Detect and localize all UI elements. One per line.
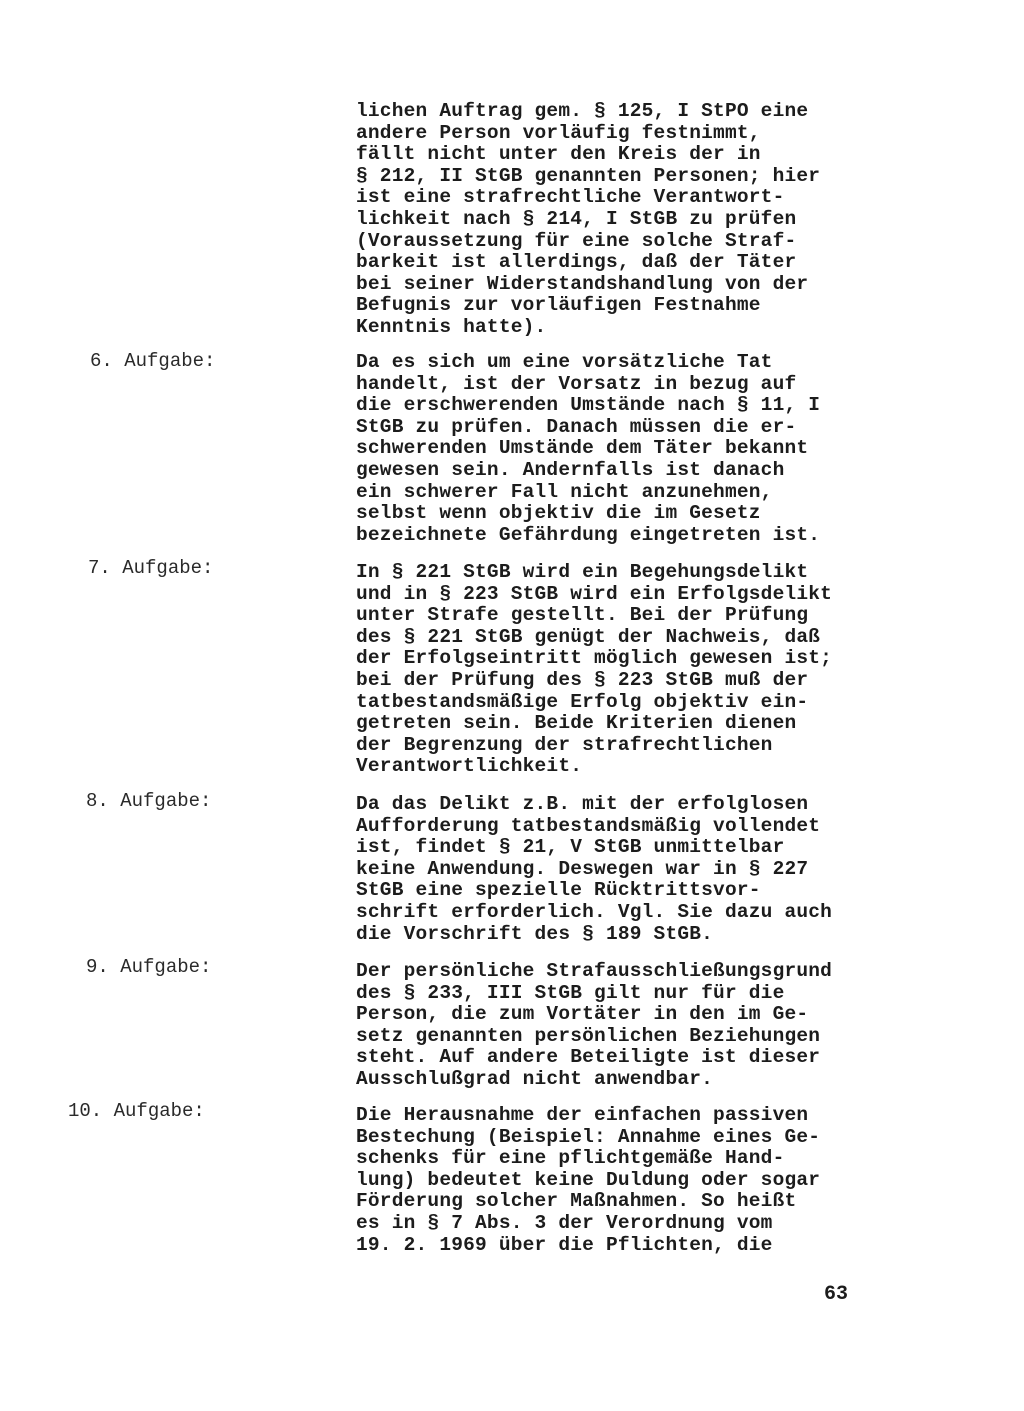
task-9-label: 9. Aufgabe: — [86, 956, 212, 978]
task-9-answer: Der persönliche Strafausschließungsgrund des § 233, III StGB gilt nur für die Person, die zum Vortäter in den im Ge- setz genannten persönlichen Beziehungen steht. Auf andere Beteiligte ist dieser Ausschlußgrad nicht anwendbar. — [356, 960, 833, 1090]
intro-paragraph: lichen Auftrag gem. § 125, I StPO eine andere Person vorläufig festnimmt, fällt nicht unter den Kreis der in § 212, II StGB genannten Personen; hier ist eine strafrechtliche Verantwort- lichkeit nach § 214, I StGB zu prüfen (Voraussetzung für eine solche Straf- barkeit ist allerdings, daß der Täter bei seiner Widerstandshandlung von der Befugnis zur vorläufigen Festnahme Kenntnis hatte). — [356, 100, 821, 338]
task-7-label: 7. Aufgabe: — [88, 557, 214, 579]
task-6-label: 6. Aufgabe: — [90, 350, 216, 372]
task-10-answer: Die Herausnahme der einfachen passiven Bestechung (Beispiel: Annahme eines Ge- schenks für eine pflichtgemäße Hand- lung) bedeutet keine Duldung oder sogar Förderung solcher Maßnahmen. So heißt es in § 7 Abs. 3 der Verordnung vom 19. 2. 1969 über die Pflichten, die — [356, 1104, 821, 1256]
task-6-answer: Da es sich um eine vorsätzliche Tat handelt, ist der Vorsatz in bezug auf die erschwerenden Umstände nach § 11, I StGB zu prüfen. Danach müssen die er- schwerenden Umstände dem Täter bekannt gewesen sein. Andernfalls ist danach ein schwerer Fall nicht anzunehmen, selbst wenn objektiv die im Gesetz bezeichnete Gefährdung eingetreten ist. — [356, 351, 821, 546]
task-8-label: 8. Aufgabe: — [86, 790, 212, 812]
page-number: 63 — [824, 1283, 849, 1306]
task-10-label: 10. Aufgabe: — [68, 1100, 205, 1122]
task-8-answer: Da das Delikt z.B. mit der erfolglosen Aufforderung tatbestandsmäßig vollendet ist, findet § 21, V StGB unmittelbar keine Anwendung. Deswegen war in § 227 StGB eine spezielle Rücktrittsvor- schrift erforderlich. Vgl. Sie dazu auch die Vorschrift des § 189 StGB. — [356, 793, 833, 945]
task-7-answer: In § 221 StGB wird ein Begehungsdelikt und in § 223 StGB wird ein Erfolgsdelikt unter Strafe gestellt. Bei der Prüfung des § 221 StGB genügt der Nachweis, daß der Erfolgseintritt möglich gewesen ist; bei der Prüfung des § 223 StGB muß der tatbestandsmäßige Erfolg objektiv ein- getreten sein. Beide Kriterien dienen der Begrenzung der strafrechtlichen Verantwortlichkeit. — [356, 561, 833, 778]
